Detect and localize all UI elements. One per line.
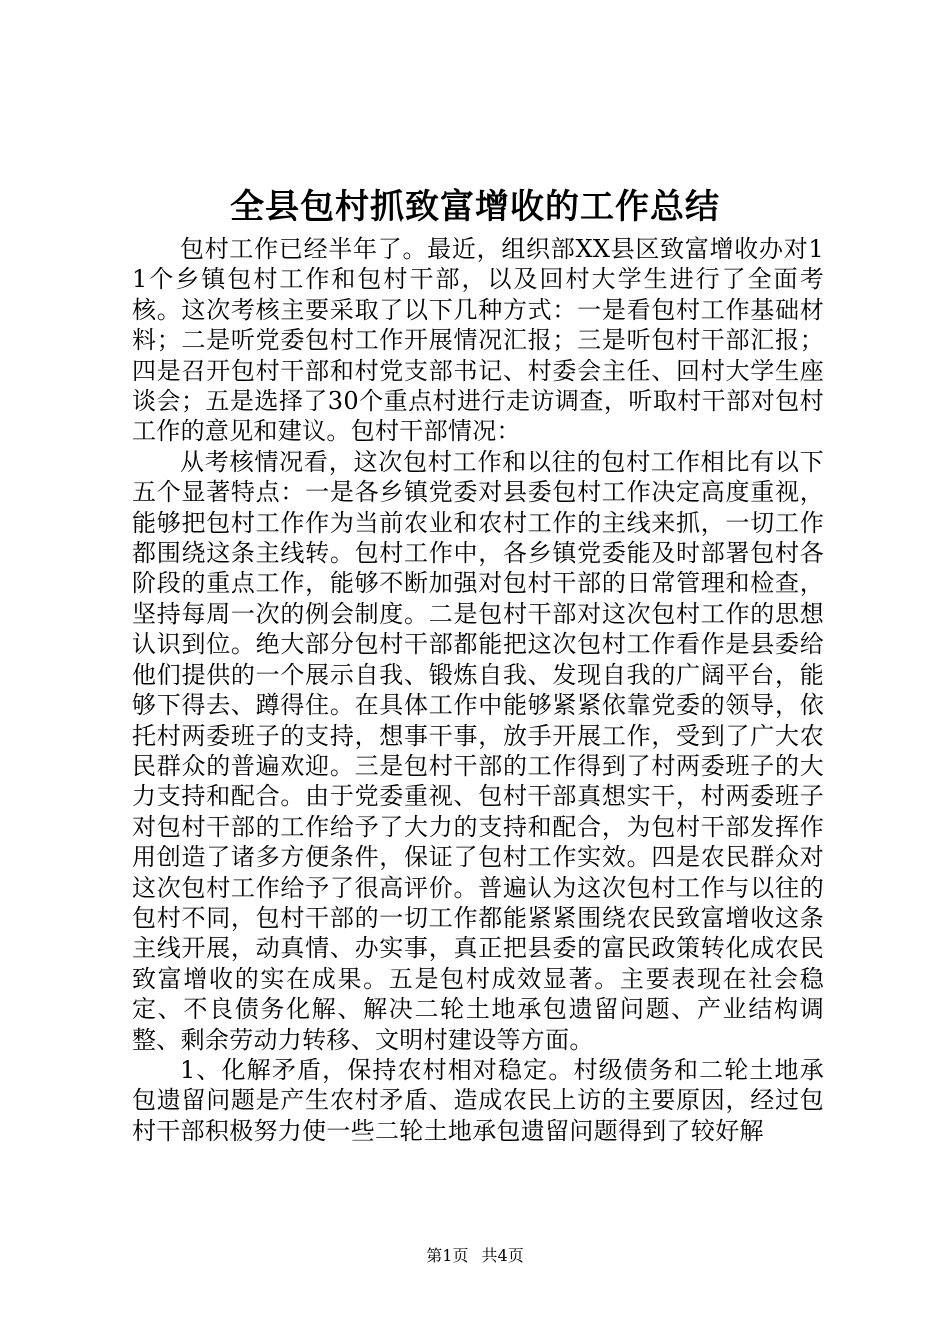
- document-body: [132, 234, 824, 1146]
- paragraph-1: 包村工作已经半年了。最近，组织部XX县区致富增收办对11个乡镇包村工作和包村干部，以及回村大学生进行了全面考核。这次考核主要采取了以下几种方式：一是看包村工作基础材料；二是听党委包村工作开展情况汇报；三是听包村干部汇报；四是召开包村干部和村党支部书记、村委会主任、回村大学生座谈会；五是选择了30个重点村进行走访调查，听取村干部对包村工作的意见和建议。包村干部情况：: [132, 235, 824, 446]
- page-total: 共4页: [481, 1246, 524, 1265]
- paragraph-3: 1、化解矛盾，保持农村相对稳定。村级债务和二轮土地承包遗留问题是产生农村矛盾、造成农民上访的主要原因，经过包村干部积极努力使一些二轮土地承包遗留问题得到了较好解: [132, 1055, 824, 1145]
- page-footer: [0, 1245, 950, 1267]
- document-title: 全县包村抓致富增收的工作总结: [230, 187, 720, 227]
- paragraph-2: 从考核情况看，这次包村工作和以往的包村工作相比有以下五个显著特点：一是各乡镇党委对县委包村工作决定高度重视，能够把包村工作作为当前农业和农村工作的主线来抓，一切工作都围绕这条主线转。包村工作中，各乡镇党委能及时部署包村各阶段的重点工作，能够不断加强对包村干部的日常管理和检查，坚持每周一次的例会制度。二是包村干部对这次包村工作的思想认识到位。绝大部分包村干部都能把这次包村工作看作是县委给他们提供的一个展示自我、锻炼自我、发现自我的广阔平台，能够下得去、蹲得住。在具体工作中能够紧紧依靠党委的领导，依托村两委班子的支持，想事干事，放手开展工作，受到了广大农民群众的普遍欢迎。三是包村干部的工作得到了村两委班子的大力支持和配合。由于党委重视、包村干部真想实干，村两委班子对包村干部的工作给予了大力的支持和配合，为包村干部发挥作用创造了诸多方便条件，保证了包村工作实效。四是农民群众对这次包村工作给予了很高评价。普遍认为这次包村工作与以往的包村不同，包村干部的一切工作都能紧紧围绕农民致富增收这条主线开展，动真情、办实事，真正把县委的富民政策转化成农民致富增收的实在成果。五是包村成效显著。主要表现在社会稳定、不良债务化解、解决二轮土地承包遗留问题、产业结构调整、剩余劳动力转移、文明村建设等方面。: [132, 447, 824, 1054]
- page-number: 第1页: [426, 1246, 469, 1265]
